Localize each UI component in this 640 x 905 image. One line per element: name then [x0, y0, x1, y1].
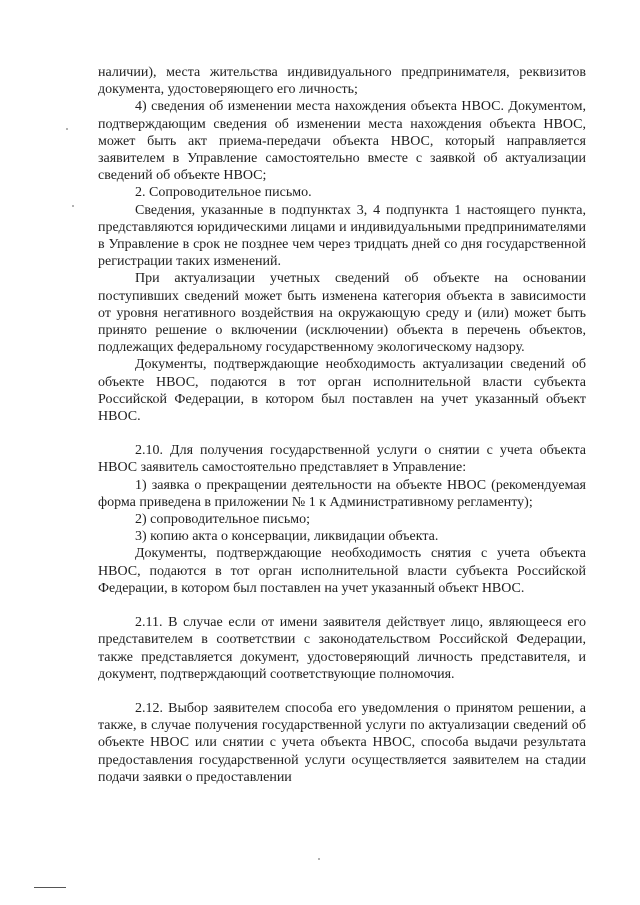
paragraph-update-documents: Документы, подтверждающие необходимость актуализации сведений об объекте НВОС, подаются в тот орган исполнительной власти субъекта Российской Федерации, в котором был поставлен на учет указанный объект НВОС.	[98, 357, 586, 425]
paragraph-cover-letter-item: 2) сопроводительное письмо;	[135, 512, 311, 528]
scan-edge-mark	[34, 887, 66, 888]
paragraph-location-change: 4) сведения об изменении места нахождения объекта НВОС. Документом, подтверждающим сведения об изменении места нахождения объекта НВОС, может быть акт приема-передачи объекта НВОС, который направляется заявителем в Управление самостоятельно вместе с заявкой об актуализации сведений об объекте НВОС;	[98, 99, 586, 184]
paragraph-category-update: При актуализации учетных сведений об объекте на основании поступивших сведений может быть изменена категория объекта в зависимости от уровня негативного воздействия на окружающую среду и (или) может быть принято решение о включении (исключении) объекта в перечень объектов, подлежащих федеральному государственному экологическому надзору.	[98, 271, 586, 356]
paragraph-cover-letter: 2. Сопроводительное письмо.	[135, 185, 312, 201]
paragraph-submission-deadline: Сведения, указанные в подпунктах 3, 4 подпункта 1 настоящего пункта, представляются юридическими лицами и индивидуальными предпринимателями в Управление в срок не позднее чем через тридцать дней со дня государственной регистрации таких изменений.	[98, 202, 586, 270]
paragraph-section-2-10: 2.10. Для получения государственной услуги о снятии с учета объекта НВОС заявитель самостоятельно представляет в Управление:	[98, 443, 586, 476]
scan-speck	[72, 205, 74, 207]
document-body	[98, 64, 586, 786]
scan-speck	[318, 858, 320, 860]
paragraph-termination-request: 1) заявка о прекращении деятельности на объекте НВОС (рекомендуемая форма приведена в приложении № 1 к Административному регламенту);	[98, 477, 586, 510]
paragraph-deregistration-documents: Документы, подтверждающие необходимость снятия с учета объекта НВОС, подаются в тот орган исполнительной власти субъекта Российской Федерации, в котором был поставлен на учет указанный объект НВОС.	[98, 546, 586, 596]
paragraph-section-2-11: 2.11. В случае если от имени заявителя действует лицо, являющееся его представителем в соответствии с законодательством Российской Федерации, также представляется документ, удостоверяющий личность представителя, и документ, подтверждающий соответствующие полномочия.	[98, 615, 586, 682]
paragraph-section-2-12: 2.12. Выбор заявителем способа его уведомления о принятом решении, а также, в случае получения государственной услуги по актуализации сведений об объекте НВОС или снятии с учета объекта НВОС, способа выдачи результата предоставления государственной услуги осуществляется заявителем на стадии подачи заявки о предоставлении	[98, 700, 586, 785]
paragraph-conservation-act: 3) копию акта о консервации, ликвидации объекта.	[135, 529, 439, 545]
paragraph-applicant-details: наличии), места жительства индивидуального предпринимателя, реквизитов документа, удостоверяющего его личность;	[98, 65, 586, 98]
scan-speck	[66, 128, 68, 130]
